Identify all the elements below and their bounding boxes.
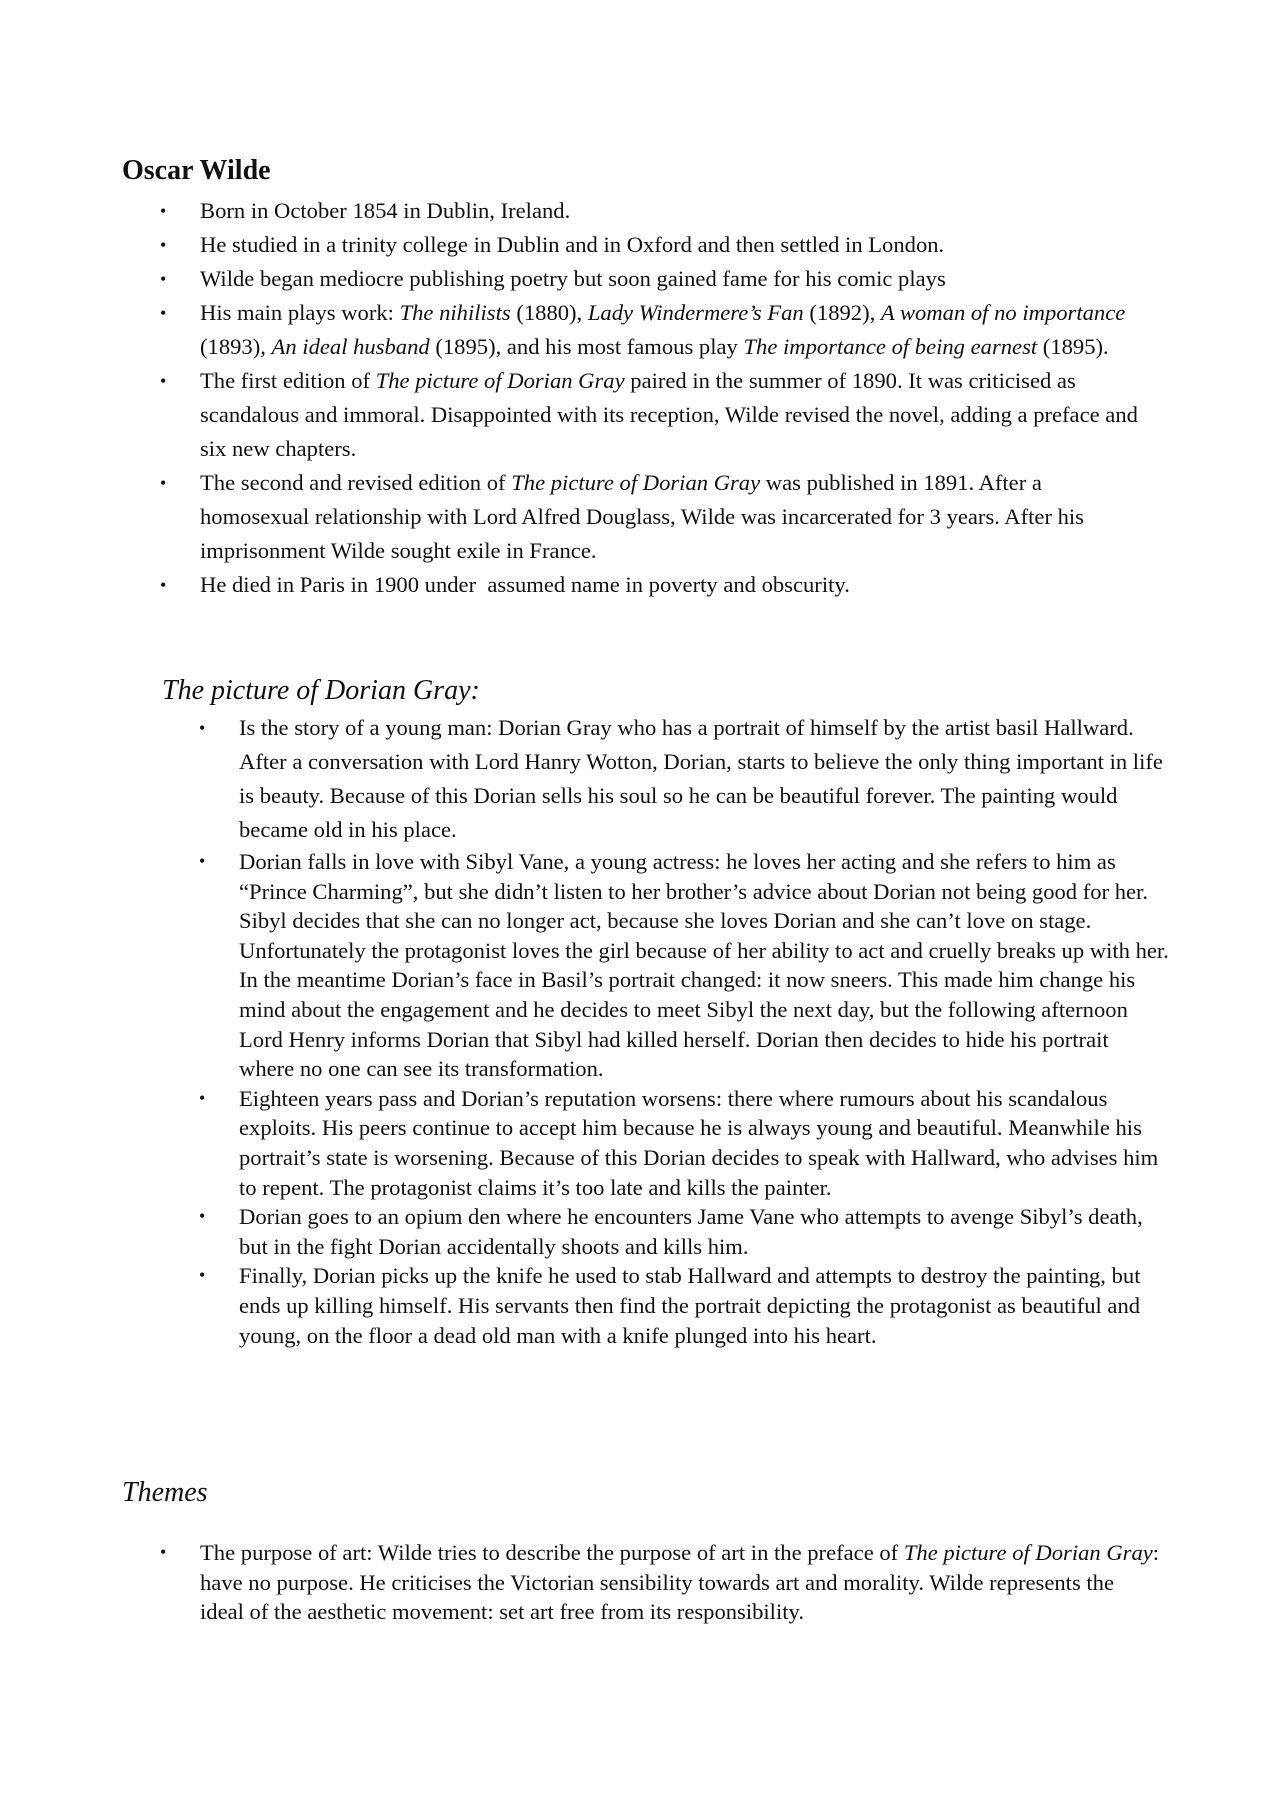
bullet-icon: • — [160, 1542, 167, 1562]
work-title: The importance of being earnest — [743, 334, 1038, 359]
work-title: The picture of Dorian Gray — [375, 368, 625, 393]
item-text: (1893), — [200, 334, 272, 359]
item-text: He died in Paris in 1900 under assumed name in poverty and obscurity. — [200, 572, 850, 597]
item-text: : have no purpose. He criticises the Victorian sensibility towards art and morality. Wilde represents the ideal of the aesthetic movement: set art free from its responsibility. — [200, 1540, 1160, 1625]
list-item — [199, 1084, 1169, 1202]
list-item — [199, 1261, 1169, 1350]
item-text: Finally, Dorian picks up the knife he used to stab Hallward and attempts to destroy the painting, but ends up killing himself. His servants then find the portrait depicting the protagonist as beautiful and young, on the floor a dead old man with a knife plunged into his heart. — [239, 1263, 1141, 1348]
list-item — [160, 1538, 1160, 1627]
item-text: Wilde began mediocre publishing poetry but soon gained fame for his comic plays — [200, 266, 946, 291]
bullet-icon: • — [160, 371, 167, 391]
bullet-icon: • — [199, 851, 206, 871]
item-text: He studied in a trinity college in Dublin and in Oxford and then settled in London. — [200, 232, 945, 257]
item-text: His main plays work: — [200, 300, 400, 325]
bullet-icon: • — [160, 473, 167, 493]
list-item — [160, 364, 1150, 466]
bio-list — [160, 194, 1150, 602]
item-text: The second and revised edition of — [200, 470, 512, 495]
work-title: The picture of Dorian Gray — [511, 470, 761, 495]
item-text: (1892), — [803, 300, 881, 325]
item-text: Eighteen years pass and Dorian’s reputation worsens: there where rumours about his scandalous exploits. His peers continue to accept him because he is always young and beautiful. Meanwhile his portrait’s state is worsening. Because of this Dorian decides to speak with Hallward, who advises him to repent. The protagonist claims it’s too late and kills the painter. — [239, 1085, 1159, 1200]
item-text: (1880), — [510, 300, 588, 325]
item-text: The first edition of — [200, 368, 376, 393]
work-title: The picture of Dorian Gray — [903, 1540, 1153, 1565]
list-item — [160, 262, 1150, 296]
section-heading-dorian-gray: The picture of Dorian Gray: — [162, 675, 480, 706]
bullet-icon: • — [160, 235, 167, 255]
work-title: The nihilists — [399, 300, 511, 325]
item-text: (1895). — [1037, 334, 1109, 359]
work-title: An ideal husband — [271, 334, 430, 359]
work-title: A woman of no importance — [880, 300, 1126, 325]
bullet-icon: • — [160, 303, 167, 323]
plot-list — [199, 711, 1169, 1350]
item-text: Born in October 1854 in Dublin, Ireland. — [200, 198, 571, 223]
item-text: Dorian falls in love with Sibyl Vane, a young actress: he loves her acting and she refers to him as “Prince Charming”, but she didn’t listen to her brother’s advice about Dorian not being good for her. Sibyl decides that she can no longer act, because she loves Dorian and she can’t love on stage. Unfortunately the protagonist loves the girl because of her ability to act and cruelly breaks up with her. In the meantime Dorian’s face in Basil’s portrait changed: it now sneers. This made him change his mind about the engagement and he decides to meet Sibyl the next day, but the following afternoon Lord Henry informs Dorian that Sibyl had killed herself. Dorian then decides to hide his portrait where no one can see its transformation. — [239, 849, 1169, 1082]
bullet-icon: • — [160, 575, 167, 595]
work-title: Lady Windermere’s Fan — [587, 300, 804, 325]
list-item — [160, 228, 1150, 262]
item-text: Is the story of a young man: Dorian Gray who has a portrait of himself by the artist basil Hallward. After a conversation with Lord Hanry Wotton, Dorian, starts to believe the only thing important in life is beauty. Because of this Dorian sells his soul so he can be beautiful forever. The painting would became old in his place. — [239, 715, 1163, 842]
bullet-icon: • — [160, 269, 167, 289]
bullet-icon: • — [199, 1265, 206, 1286]
list-item — [199, 847, 1169, 1084]
list-item — [199, 711, 1169, 847]
page-title: Oscar Wilde — [122, 155, 271, 186]
item-text: (1895), and his most famous play — [429, 334, 744, 359]
item-text: paired in the summer of 1890. It was criticised as scandalous and immoral. Disappointed with its reception, Wilde revised the novel, adding a preface and six new chapters. — [200, 368, 1138, 461]
list-item — [160, 296, 1150, 364]
list-item — [160, 568, 1150, 602]
item-text: Dorian goes to an opium den where he encounters Jame Vane who attempts to avenge Sibyl’s death, but in the fight Dorian accidentally shoots and kills him. — [239, 1204, 1143, 1259]
list-item — [199, 1202, 1169, 1261]
item-text: The purpose of art: Wilde tries to describe the purpose of art in the preface of — [200, 1540, 904, 1565]
bullet-icon: • — [160, 201, 167, 221]
item-text: was published in 1891. After a homosexual relationship with Lord Alfred Douglass, Wilde was incarcerated for 3 years. After his imprisonment Wilde sought exile in France. — [200, 470, 1084, 563]
bullet-icon: • — [199, 718, 206, 738]
bullet-icon: • — [199, 1206, 206, 1227]
themes-list — [160, 1538, 1160, 1627]
list-item — [160, 194, 1150, 228]
bullet-icon: • — [199, 1087, 206, 1108]
list-item — [160, 466, 1150, 568]
section-heading-themes: Themes — [122, 1477, 208, 1508]
